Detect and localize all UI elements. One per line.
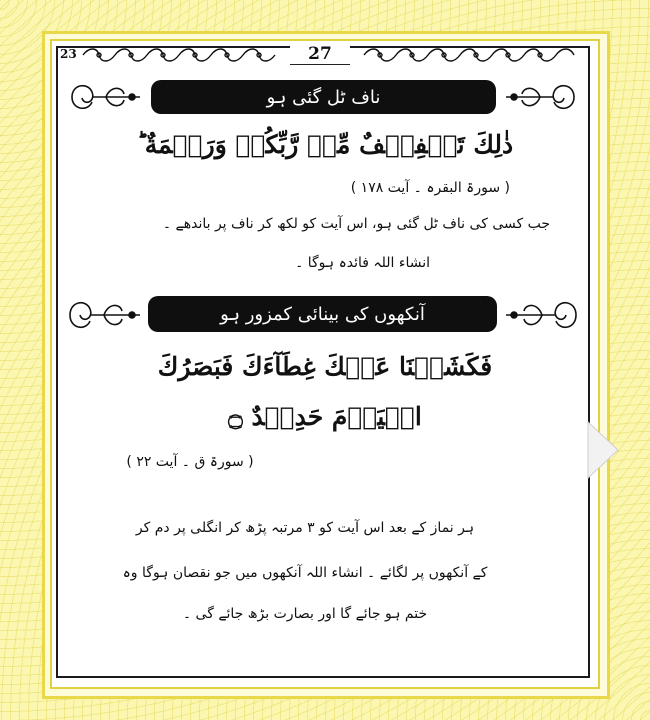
page-corner-mark: 23 bbox=[60, 47, 77, 61]
section2-instruction-line3: ختم ہو جائے گا اور بصارت بڑھ جائے گی ۔ bbox=[182, 606, 428, 622]
page-fold-mark-icon bbox=[586, 420, 620, 480]
page-number: 27 bbox=[290, 44, 350, 65]
section2-heading: آنکھوں کی بینائی کمزور ہو bbox=[148, 296, 497, 332]
section1-note: انشاء اللہ فائدہ ہوگا ۔ bbox=[295, 255, 430, 271]
section1-verse: ذٰلِكَ تَخۡفِيۡفٌ مِّنۡ رَّبِّكُمۡ وَرَحۡمَةٌ ؕ bbox=[136, 130, 514, 159]
section2-reference: ( سورۃ ق ۔ آیت ۲۲ ) bbox=[126, 454, 254, 470]
floral-flourish-icon bbox=[66, 76, 146, 118]
section2-verse-line1: فَكَشَفۡنَا عَنۡكَ غِطَآءَكَ فَبَصَرُكَ bbox=[157, 352, 493, 381]
ornament-right bbox=[360, 47, 580, 63]
scroll-ornament-icon bbox=[360, 47, 580, 63]
floral-flourish-icon bbox=[500, 293, 582, 337]
floral-flourish-icon bbox=[500, 76, 580, 118]
section1-instruction: جب کسی کی ناف ٹل گئی ہو، اس آیت کو لکھ کر ناف پر باندھے ۔ bbox=[162, 216, 550, 232]
section2-verse-line2: الۡيَوۡمَ حَدِيۡدٌ ۝ bbox=[228, 402, 422, 431]
scroll-ornament-icon bbox=[81, 47, 281, 63]
section1-reference: ( سورۃ البقرہ ۔ آیت ۱۷۸ ) bbox=[350, 180, 510, 196]
section2-instruction-line2: کے آنکھوں پر لگائے ۔ انشاء اللہ آنکھوں میں جو نقصان ہوگا وہ bbox=[122, 565, 488, 581]
floral-flourish-icon bbox=[64, 293, 146, 337]
ornament-left bbox=[60, 47, 281, 63]
section2-instruction-line1: ہر نماز کے بعد اس آیت کو ۳ مرتبہ پڑھ کر انگلی پر دم کر bbox=[135, 520, 475, 536]
section1-heading: ناف ٹل گئی ہو bbox=[151, 80, 496, 114]
